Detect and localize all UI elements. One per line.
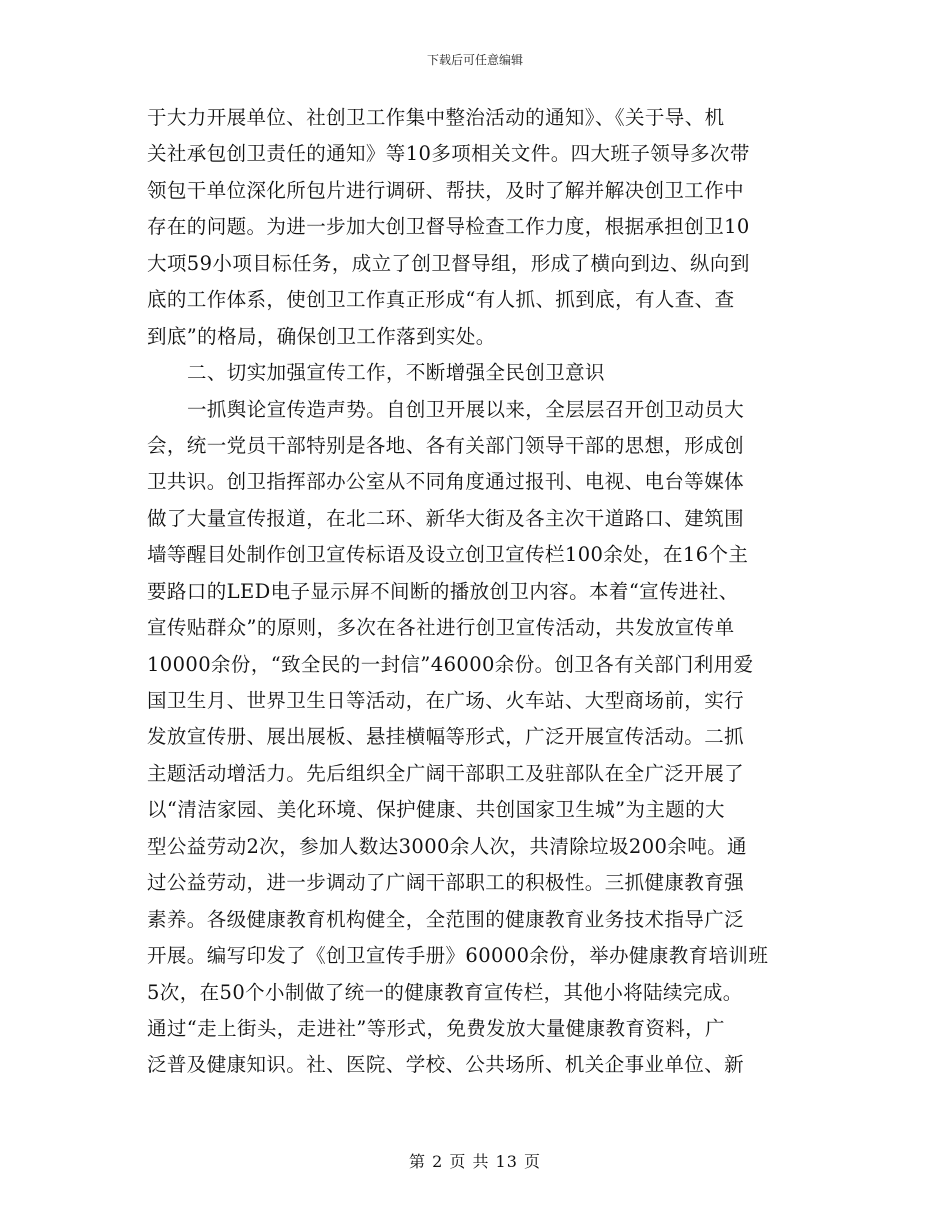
text-line: 泛普及健康知识。社、医院、学校、公共场所、机关企事业单位、新 bbox=[147, 1053, 745, 1077]
text-line: 10000余份，“致全民的一封信”46000余份。创卫各有关部门利用爱 bbox=[147, 652, 754, 676]
text-line: 大项59小项目标任务，成立了创卫督导组，形成了横向到边、纵向到 bbox=[147, 251, 750, 275]
text-line: 开展。编写印发了《创卫宣传手册》60000余份，举办健康教育培训班 bbox=[147, 944, 769, 968]
text-line: 宣传贴群众”的原则，多次在各社进行创卫宣传活动，共发放宣传单 bbox=[147, 616, 735, 640]
text-line: 型公益劳动2次，参加人数达3000余人次，共清除垃圾200余吨。通 bbox=[147, 834, 747, 858]
text-line: 会，统一党员干部特别是各地、各有关部门领导干部的思想，形成创 bbox=[147, 433, 745, 457]
section-heading: 二、切实加强宣传工作，不断增强全民创卫意识 bbox=[187, 361, 605, 385]
page-header: 下载后可任意编辑 bbox=[426, 53, 523, 67]
text-line: 过公益劳动，进一步调动了广阔干部职工的积极性。三抓健康教育强 bbox=[147, 871, 745, 895]
text-line: 以“清洁家园、美化环境、保护健康、共创国家卫生城”为主题的大 bbox=[147, 798, 725, 822]
text-line: 关社承包创卫责任的通知》等10多项相关文件。四大班子领导多次带 bbox=[147, 142, 750, 166]
text-line: 素养。各级健康教育机构健全，全范围的健康教育业务技术指导广泛 bbox=[147, 907, 745, 931]
text-line: 于大力开展单位、社创卫工作集中整治活动的通知》、《关于导、机 bbox=[147, 106, 725, 129]
text-line: 要路口的LED电子显示屏不间断的播放创卫内容。本着“宣传进社、 bbox=[147, 579, 739, 603]
text-line: 做了大量宣传报道，在北二环、新华大街及各主次干道路口、建筑围 bbox=[147, 506, 745, 530]
page-number-footer: 第 2 页 共 13 页 bbox=[409, 1152, 541, 1171]
text-line: 到底”的格局，确保创卫工作落到实处。 bbox=[147, 324, 496, 348]
text-line: 5次，在50个小制做了统一的健康教育宣传栏，其他小将陆续完成。 bbox=[147, 980, 743, 1004]
text-line: 存在的问题。为进一步加大创卫督导检查工作力度，根据承担创卫10 bbox=[147, 215, 750, 239]
text-line: 主题活动增活力。先后组织全广阔干部职工及驻部队在全广泛开展了 bbox=[147, 761, 745, 785]
text-line: 卫共识。创卫指挥部办公室从不同角度通过报刊、电视、电台等媒体 bbox=[147, 470, 745, 494]
document-body bbox=[147, 100, 807, 1084]
text-line: 领包干单位深化所包片进行调研、帮扶，及时了解并解决创卫工作中 bbox=[147, 178, 745, 202]
paragraph-start-line: 一抓舆论宣传造声势。自创卫开展以来，全层层召开创卫动员大 bbox=[187, 397, 745, 421]
text-line: 底的工作体系，使创卫工作真正形成“有人抓、抓到底，有人查、查 bbox=[147, 288, 735, 312]
text-line: 发放宣传册、展出展板、悬挂横幅等形式，广泛开展宣传活动。二抓 bbox=[147, 725, 745, 749]
text-line: 通过“走上街头，走进社”等形式，免费发放大量健康教育资料，广 bbox=[147, 1016, 725, 1040]
text-line: 国卫生月、世界卫生日等活动，在广场、火车站、大型商场前，实行 bbox=[147, 689, 745, 712]
text-line: 墙等醒目处制作创卫宣传标语及设立创卫宣传栏100余处，在16个主 bbox=[147, 543, 749, 567]
